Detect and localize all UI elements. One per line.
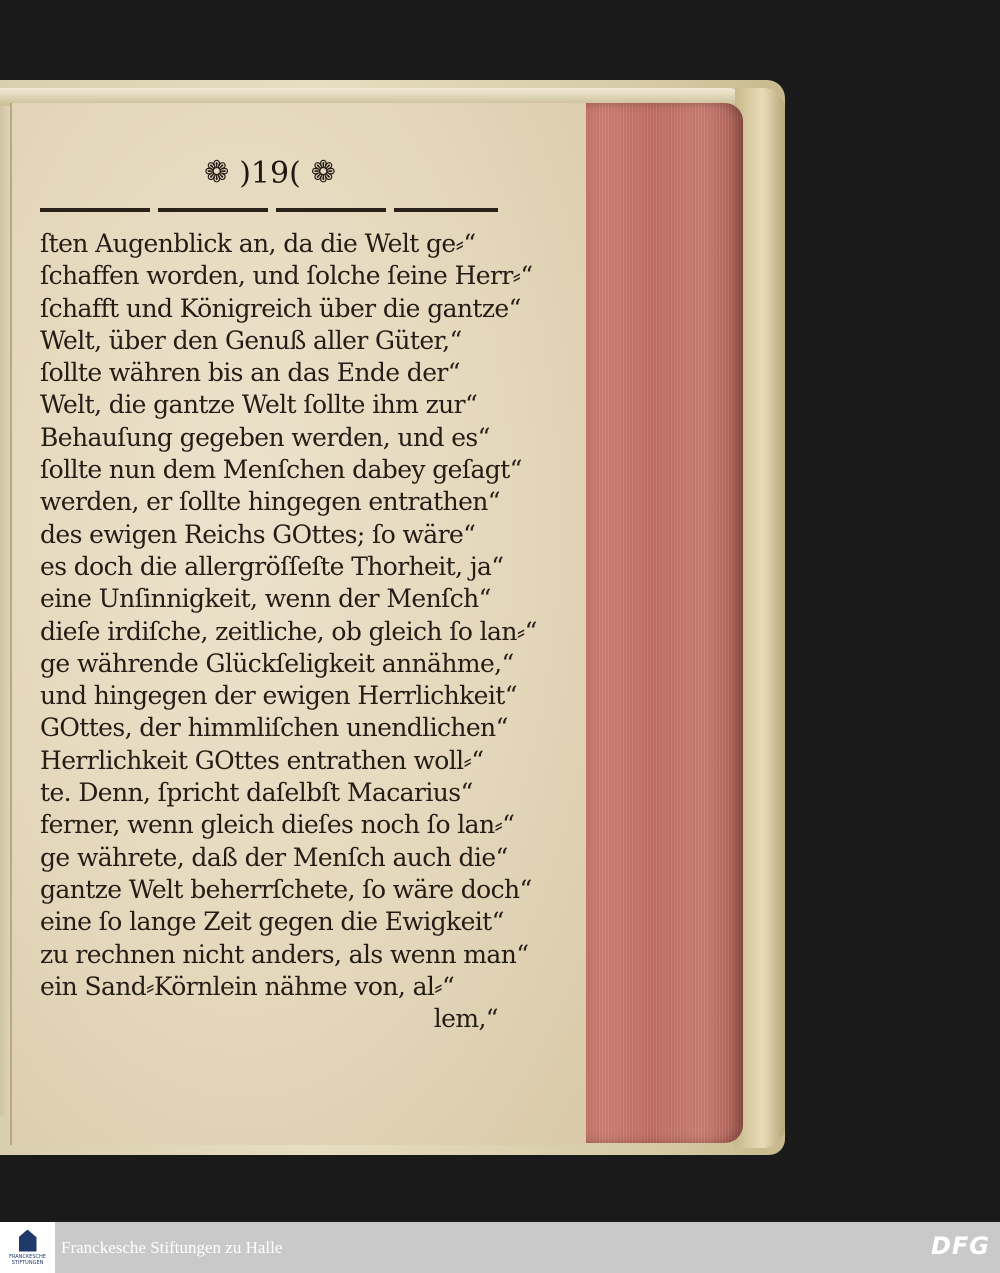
text-line: zu rechnen nicht anders, als wenn man“	[40, 939, 529, 969]
text-line: gantze Welt beherrſchete, ſo wäre doch“	[40, 874, 532, 904]
text-line: ſollte nun dem Menſchen dabey geſagt“	[40, 455, 522, 485]
text-line: GOttes, der himmliſchen unendlichen“	[40, 713, 508, 743]
text-line: und hingegen der ewigen Herrlichkeit“	[40, 681, 517, 711]
franckesche-logo[interactable]	[0, 1222, 55, 1273]
logo-text-line1: FRANCKESCHE	[9, 1253, 46, 1260]
text-line: werden, er ſollte hingegen entrathen“	[40, 487, 500, 517]
text-line: te. Denn, ſpricht daſelbſt Macarius“	[40, 778, 473, 808]
logo-text-line2: STIFTUNGEN	[11, 1259, 44, 1266]
footer-bar	[0, 1222, 1000, 1273]
text-line: Herrlichkeit GOttes entrathen woll⸗“	[40, 745, 484, 775]
text-line: ferner, wenn gleich dieſes noch ſo lan⸗“	[40, 810, 515, 840]
text-line: Behauſung gegeben werden, und es“	[40, 422, 490, 452]
text-line: ge währende Glückſeligkeit annähme,“	[40, 648, 514, 678]
text-line: ſchafft und Königreich über die gantze“	[40, 293, 521, 323]
text-line: ein Sand⸗Körnlein nähme von, al⸗“	[40, 971, 455, 1001]
text-line: ge währete, daß der Menſch auch die“	[40, 842, 508, 872]
text-line: Welt, die gantze Welt ſollte ihm zur“	[40, 390, 478, 420]
catchword: lem,“	[433, 1004, 498, 1034]
text-line: eine Unſinnigkeit, wenn der Menſch“	[40, 584, 491, 614]
text-line: ſchaffen worden, und ſolche ſeine Herr⸗“	[40, 261, 533, 291]
ornament-left-icon: ❁	[204, 155, 230, 190]
ornament-right-icon: ❁	[310, 155, 336, 190]
text-line: dieſe irdiſche, zeitliche, ob gleich ſo lan⸗“	[40, 616, 537, 646]
text-line: ſten Augenblick an, da die Welt ge⸗“	[40, 229, 476, 258]
text-line: Welt, über den Genuß aller Güter,“	[40, 325, 462, 355]
text-line: des ewigen Reichs GOttes; ſo wäre“	[40, 519, 476, 549]
text-line: eine ſo lange Zeit gegen die Ewigkeit“	[40, 907, 504, 937]
page-number: )19(	[239, 155, 301, 191]
red-page-edges	[578, 103, 743, 1143]
page-text	[40, 228, 537, 1035]
text-line: es doch die allergröſſeſte Thorheit, ja“	[40, 551, 504, 581]
dfg-logo[interactable]: DFG	[930, 1232, 990, 1260]
header-rule	[40, 208, 498, 212]
text-line: ſollte währen bis an das Ende der“	[40, 358, 460, 388]
institution-name: Franckesche Stiftungen zu Halle	[61, 1237, 283, 1257]
building-icon	[19, 1230, 37, 1252]
page-header	[180, 150, 360, 196]
